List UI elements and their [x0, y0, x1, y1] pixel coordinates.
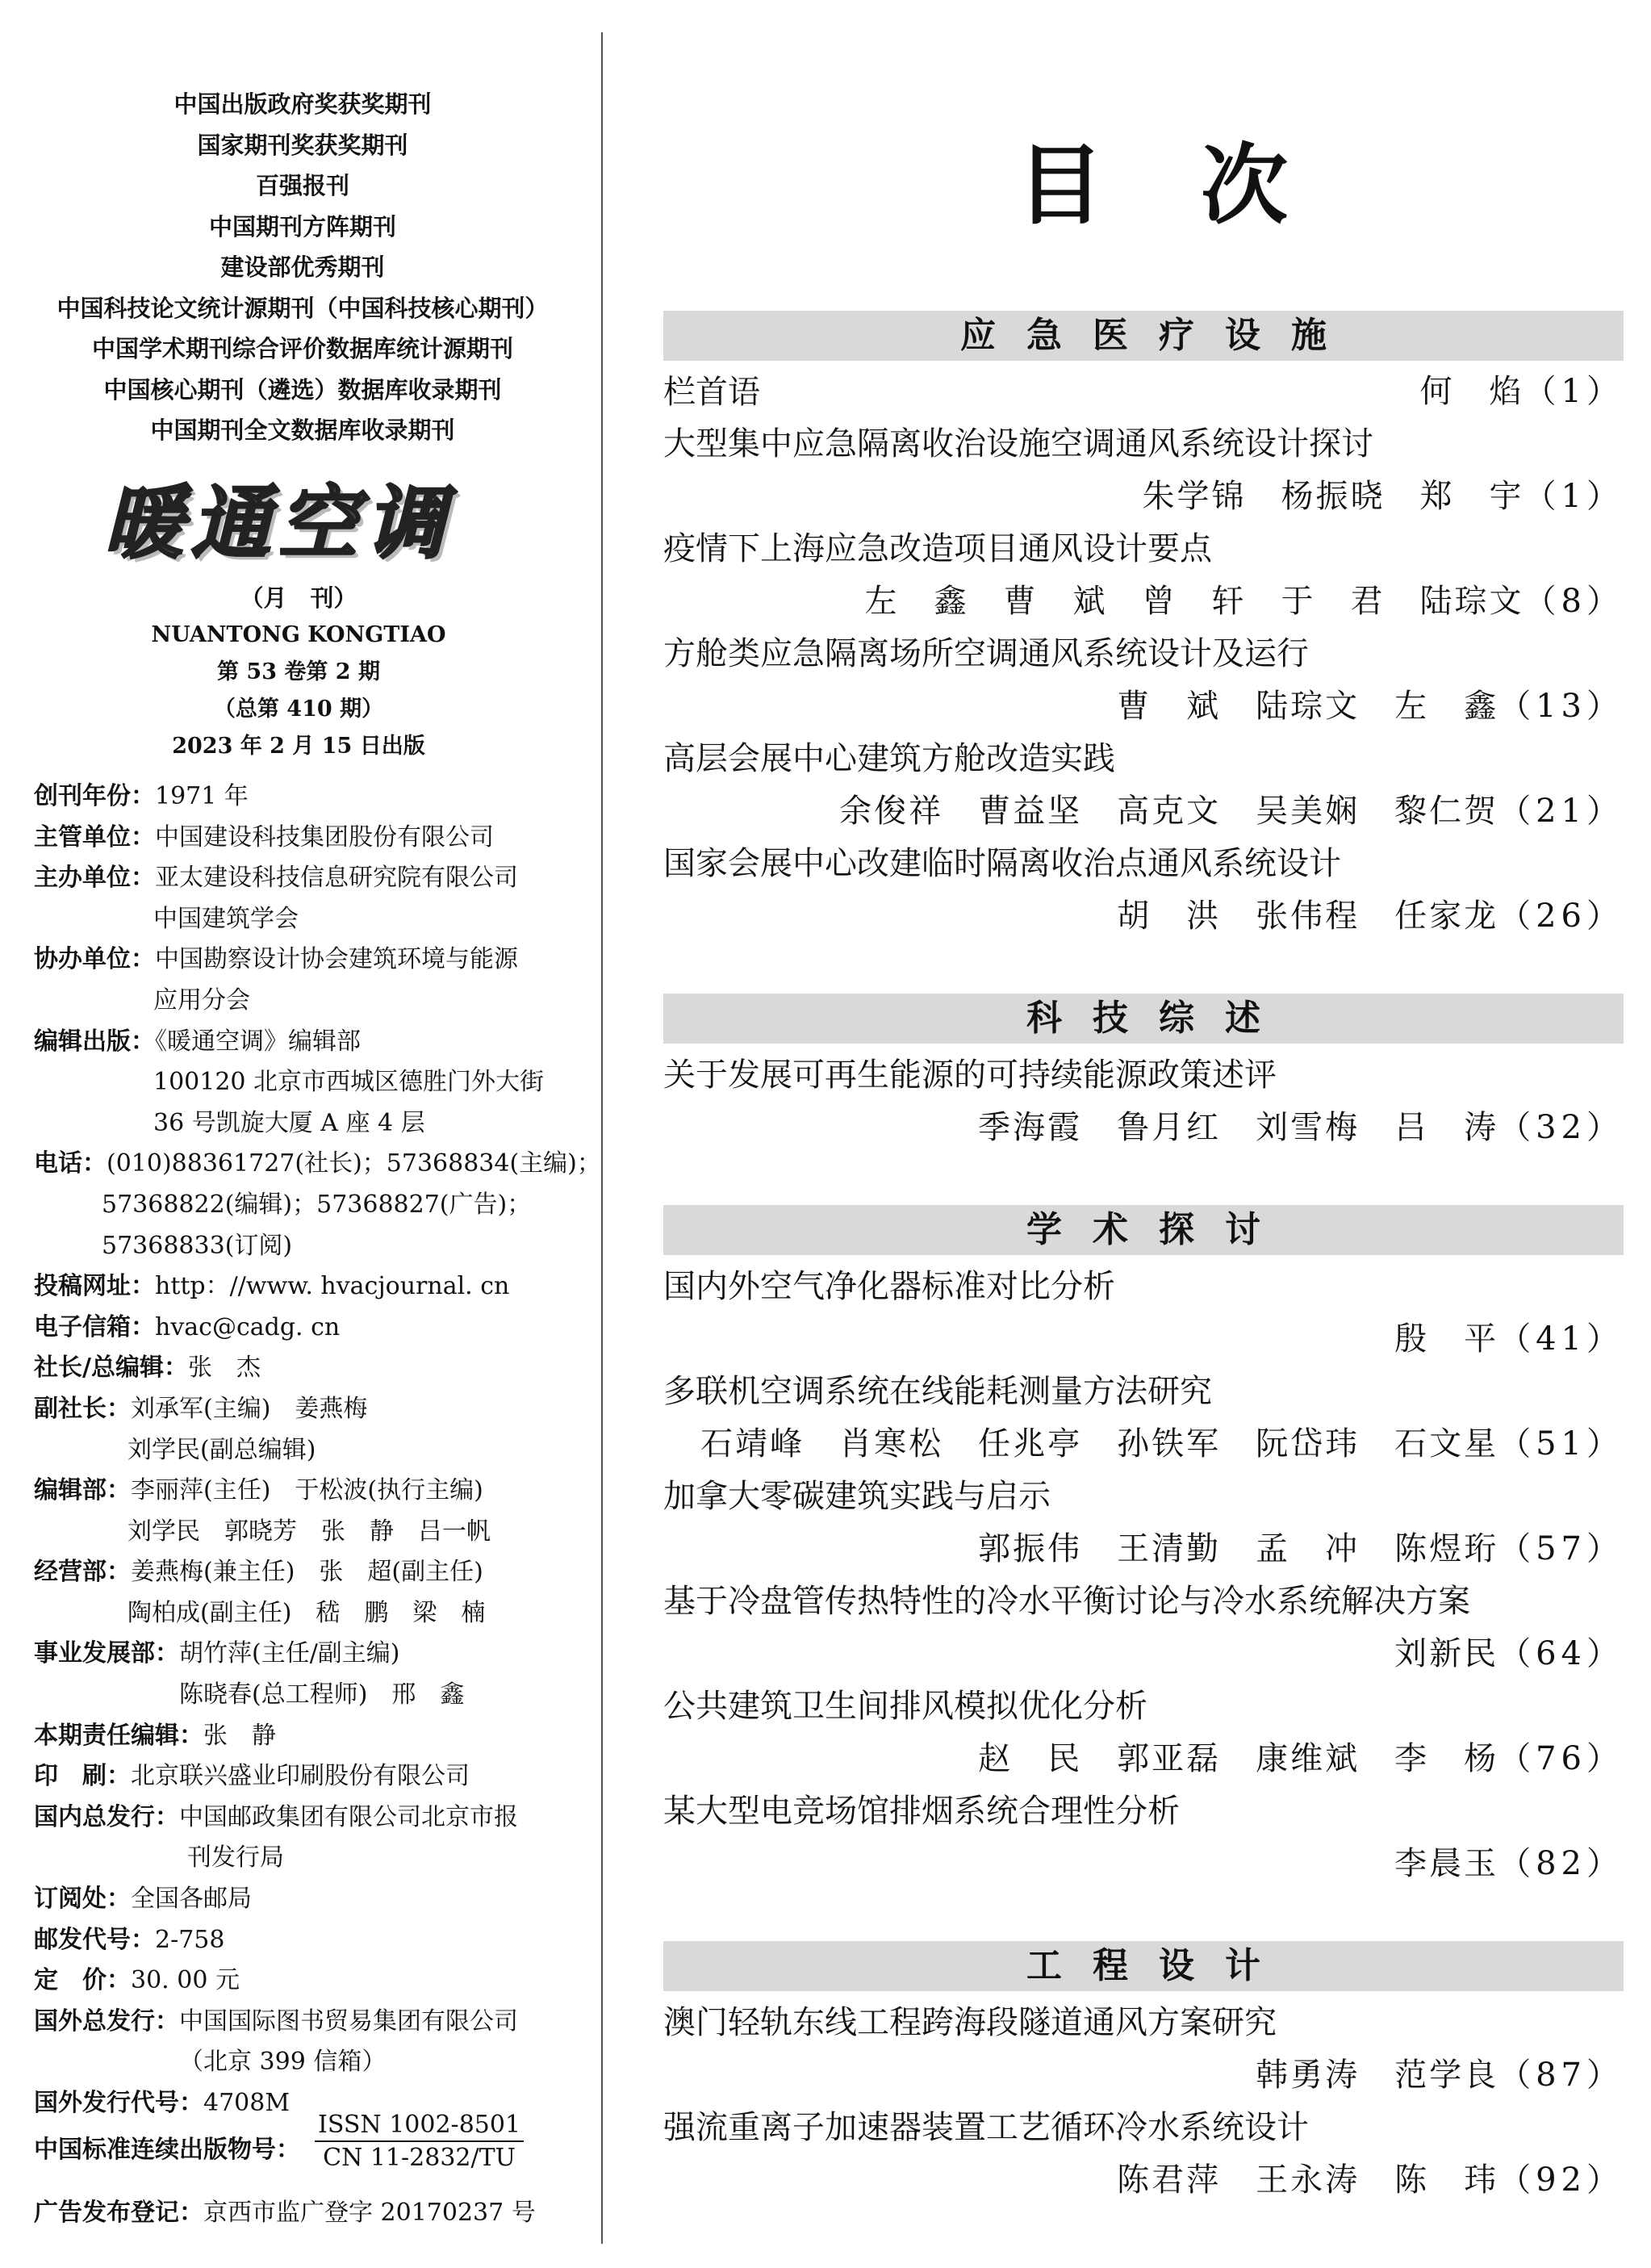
- award-line: 中国核心期刊（遴选）数据库收录期刊: [103, 375, 502, 404]
- info-value: 57368833(订阅): [102, 1231, 293, 1260]
- award-line: 中国期刊全文数据库收录期刊: [150, 416, 455, 444]
- info-row-printer: [34, 1756, 591, 1797]
- info-value: 李丽萍(主任) 于松波(执行主编): [131, 1476, 483, 1505]
- info-label: 创刊年份：: [34, 782, 155, 810]
- article-byline: [663, 2154, 1624, 2206]
- info-row-phone: [34, 1144, 601, 1185]
- award-line: 建设部优秀期刊: [220, 253, 385, 281]
- info-row-continuation: [34, 1838, 591, 1879]
- article-byline: [663, 471, 1624, 522]
- article-byline: [663, 890, 1624, 942]
- info-row-business-dept: [34, 1552, 591, 1593]
- section-gap: [663, 1889, 1624, 1941]
- article-page: （87）: [1498, 2057, 1624, 2094]
- volume-issue: 第 53 卷第 2 期: [217, 659, 380, 684]
- info-value: 中国建设科技集团股份有限公司: [155, 822, 494, 852]
- article-page: （8）: [1524, 583, 1624, 620]
- article-page: （1）: [1524, 478, 1624, 515]
- journal-logo-text: 暖通空调: [103, 478, 453, 570]
- info-row-email: [34, 1308, 591, 1349]
- info-label: 主管单位：: [34, 822, 155, 852]
- info-value: 北京联兴盛业印刷股份有限公司: [131, 1762, 470, 1791]
- article-page: （26）: [1498, 898, 1624, 935]
- award-line: 百强报刊: [255, 172, 349, 199]
- award-line: 中国出版政府奖获奖期刊: [173, 90, 432, 118]
- toc-entry[interactable]: [663, 1470, 1624, 1575]
- article-byline: [663, 575, 1624, 627]
- info-value: 亚太建设科技信息研究院有限公司: [155, 864, 518, 893]
- info-value: （北京 399 信箱）: [179, 2048, 387, 2077]
- article-byline: [663, 1733, 1624, 1785]
- info-label: 社长/总编辑：: [34, 1354, 188, 1383]
- info-row-continuation: [34, 1185, 591, 1226]
- info-row-editor-publisher: [34, 1022, 591, 1063]
- section-gap: [663, 1153, 1624, 1205]
- article-authors: 韩勇涛 范学良: [1256, 2057, 1499, 2094]
- info-label: 主办单位：: [34, 864, 155, 893]
- toc-entry[interactable]: [663, 366, 1624, 417]
- info-label: 事业发展部：: [34, 1639, 179, 1668]
- toc-entry[interactable]: [663, 1575, 1624, 1680]
- article-authors: 朱学锦 杨振晓 郑 宇: [1142, 478, 1524, 515]
- info-row-continuation: [34, 1512, 591, 1553]
- info-value: 1971 年: [155, 782, 249, 810]
- journal-pinyin: NUANTONG KONGTIAO: [151, 622, 446, 647]
- article-page: （51）: [1498, 1425, 1624, 1462]
- info-row-vice-president: [34, 1389, 591, 1430]
- info-value: 刘承军(主编) 姜燕梅: [131, 1394, 368, 1423]
- award-line: 中国科技论文统计源期刊（中国科技核心期刊）: [56, 294, 549, 322]
- cn-number: CN 11-2832/TU: [323, 2144, 516, 2172]
- article-title[interactable]: 公共建筑卫生间排风模拟优化分析: [663, 1688, 1147, 1725]
- frequency: （月 刊）: [240, 584, 357, 612]
- info-label: 订阅处：: [34, 1885, 131, 1914]
- info-row-founded: [34, 776, 591, 818]
- issn-number: ISSN 1002-8501: [315, 2110, 524, 2142]
- info-label: 编辑出版：: [34, 1027, 155, 1056]
- publication-date: 2023 年 2 月 15 日出版: [172, 734, 425, 759]
- toc-entry[interactable]: [663, 627, 1624, 732]
- article-byline: [1420, 366, 1624, 417]
- article-byline: [663, 1418, 1624, 1470]
- toc-entry[interactable]: [663, 1680, 1624, 1785]
- info-row-domestic-distributor: [34, 1797, 591, 1839]
- info-label: 国外总发行：: [34, 2006, 179, 2036]
- info-label: 定 价：: [34, 1966, 131, 1995]
- info-row-continuation: [34, 1226, 591, 1267]
- info-row-issue-editor: [34, 1716, 591, 1757]
- info-row-postal-code: [34, 1920, 591, 1961]
- info-value: 4708M: [203, 2089, 290, 2117]
- article-page: （1）: [1524, 373, 1624, 410]
- toc-entry[interactable]: [663, 417, 1624, 522]
- article-title[interactable]: 高层会展中心建筑方舱改造实践: [663, 740, 1115, 777]
- article-byline: [663, 1838, 1624, 1889]
- article-authors: 赵 民 郭亚磊 康维斌 李 杨: [978, 1740, 1499, 1777]
- article-title[interactable]: 基于冷盘管传热特性的冷水平衡讨论与冷水系统解决方案: [663, 1583, 1470, 1620]
- column-divider: [601, 32, 603, 2244]
- article-title-row: [663, 366, 1624, 417]
- article-authors: 何 焰: [1419, 373, 1524, 410]
- article-title[interactable]: 方舱类应急隔离场所空调通风系统设计及运行: [663, 635, 1309, 672]
- toc-section: [663, 1205, 1624, 1889]
- toc-entry[interactable]: [663, 1260, 1624, 1365]
- table-of-contents: [663, 311, 1624, 2206]
- info-label: 电话：: [34, 1149, 107, 1178]
- info-value: 刊发行局: [187, 1843, 284, 1873]
- info-label: 国外发行代号：: [34, 2089, 203, 2117]
- info-row-continuation: [34, 1430, 591, 1471]
- website-link[interactable]: http：//www. hvacjournal. cn: [155, 1272, 510, 1301]
- info-value: 胡竹萍(主任/副主编): [179, 1639, 400, 1668]
- info-value: 陈晓春(总工程师) 邢 鑫: [179, 1680, 465, 1709]
- info-value: 京西市监广登字 20170237 号: [203, 2199, 536, 2227]
- article-authors: 刘新民: [1394, 1635, 1499, 1672]
- publication-info: [0, 580, 597, 765]
- info-value: 100120 北京市西城区德胜门外大街: [153, 1068, 545, 1097]
- info-value: 中国勘察设计协会建筑环境与能源: [155, 945, 518, 974]
- info-row-continuation: [34, 981, 591, 1022]
- article-page: （13）: [1498, 688, 1624, 725]
- info-value: 姜燕梅(兼主任) 张 超(副主任): [131, 1558, 483, 1587]
- issn-cn-fraction: [315, 2110, 524, 2174]
- info-value: 刘学民 郭晓芳 张 静 吕一帆: [127, 1517, 491, 1546]
- info-row-continuation: [34, 2042, 591, 2083]
- info-label: 中国标准连续出版物号：: [34, 2136, 300, 2164]
- article-authors: 左 鑫 曹 斌 曾 轩 于 君 陆琮文: [864, 583, 1524, 620]
- article-title[interactable]: 国家会展中心改建临时隔离收治点通风系统设计: [663, 845, 1341, 882]
- article-title[interactable]: 澳门轻轨东线工程跨海段隧道通风方案研究: [663, 2004, 1277, 2041]
- info-value: 36 号凯旋大厦 A 座 4 层: [153, 1108, 425, 1137]
- article-byline: [663, 680, 1624, 732]
- info-label: 投稿网址：: [34, 1272, 155, 1301]
- article-page: （82）: [1498, 1845, 1624, 1882]
- info-value: 全国各邮局: [131, 1885, 252, 1914]
- article-authors: 郭振伟 王清勤 孟 冲 陈煜珩: [978, 1530, 1499, 1567]
- article-authors: 李晨玉: [1394, 1845, 1499, 1882]
- info-row-president: [34, 1348, 591, 1389]
- info-row-sponsor: [34, 858, 591, 899]
- info-label: 国内总发行：: [34, 1802, 179, 1831]
- toc-entry[interactable]: [663, 1996, 1624, 2101]
- article-page: （41）: [1498, 1320, 1624, 1358]
- article-authors: 曹 斌 陆琮文 左 鑫: [1117, 688, 1499, 725]
- info-value: 30. 00 元: [131, 1966, 240, 1995]
- info-value: 2-758: [155, 1925, 225, 1954]
- article-title[interactable]: 多联机空调系统在线能耗测量方法研究: [663, 1373, 1212, 1410]
- info-row-continuation: [34, 1062, 591, 1103]
- total-issue: （总第 410 期）: [213, 697, 384, 722]
- masthead-column: [0, 0, 601, 2268]
- toc-entry[interactable]: [663, 837, 1624, 942]
- section-heading: 科技综述: [663, 994, 1624, 1044]
- article-byline: [663, 1628, 1624, 1680]
- article-authors: 陈君萍 王永涛 陈 玮: [1117, 2161, 1499, 2199]
- article-byline: [663, 785, 1624, 837]
- info-value: 刘学民(副总编辑): [127, 1435, 316, 1464]
- article-title[interactable]: 疫情下上海应急改造项目通风设计要点: [663, 530, 1212, 567]
- info-label: 邮发代号：: [34, 1925, 155, 1954]
- info-value: 中国建筑学会: [153, 904, 299, 933]
- info-row-editorial-dept: [34, 1471, 591, 1512]
- info-label: 印 刷：: [34, 1762, 131, 1791]
- article-authors: 殷 平: [1394, 1320, 1499, 1358]
- article-title[interactable]: 关于发展可再生能源的可持续能源政策述评: [663, 1057, 1277, 1094]
- section-heading: 工程设计: [663, 1941, 1624, 1991]
- info-row-continuation: [34, 899, 591, 940]
- section-gap: [663, 942, 1624, 994]
- article-byline: [663, 1102, 1624, 1153]
- toc-entry[interactable]: [663, 1785, 1624, 1889]
- info-label: 编辑部：: [34, 1476, 131, 1505]
- info-row-continuation: [34, 1103, 591, 1144]
- article-byline: [663, 1313, 1624, 1365]
- info-label: 电子信箱：: [34, 1312, 155, 1341]
- article-title[interactable]: 强流重离子加速器装置工艺循环冷水系统设计: [663, 2109, 1309, 2146]
- article-page: （76）: [1498, 1740, 1624, 1777]
- page-title: 目次: [1017, 135, 1386, 236]
- info-row-ad-registration: [34, 2193, 536, 2233]
- article-page: （64）: [1498, 1635, 1624, 1672]
- info-row-subscription: [34, 1879, 591, 1920]
- toc-entry[interactable]: [663, 732, 1624, 837]
- article-byline: [663, 1523, 1624, 1575]
- info-label: 副社长：: [34, 1394, 131, 1423]
- info-row-website: [34, 1266, 591, 1308]
- toc-entry[interactable]: [663, 2101, 1624, 2206]
- section-heading: 应急医疗设施: [663, 311, 1624, 361]
- info-label: 广告发布登记：: [34, 2199, 203, 2227]
- toc-entry[interactable]: [663, 522, 1624, 627]
- info-value: 《暖通空调》编辑部: [155, 1027, 361, 1056]
- toc-section: [663, 311, 1624, 942]
- info-value: 57368822(编辑)；57368827(广告)；: [102, 1190, 532, 1219]
- toc-section: [663, 1941, 1624, 2206]
- article-byline: [663, 2049, 1624, 2101]
- toc-entry[interactable]: [663, 1365, 1624, 1470]
- journal-logo: [0, 460, 597, 574]
- imprint-info: [34, 776, 601, 2124]
- article-page: （21）: [1498, 793, 1624, 830]
- award-line: 国家期刊奖获奖期刊: [197, 131, 408, 159]
- article-authors: 季海霞 鲁月红 刘雪梅 吕 涛: [978, 1109, 1499, 1146]
- email-link[interactable]: hvac@cadg. cn: [155, 1312, 341, 1341]
- info-row-price: [34, 1960, 591, 2002]
- article-title[interactable]: 国内外空气净化器标准对比分析: [663, 1268, 1115, 1305]
- info-value: 陶柏成(副主任) 嵇 鹏 梁 楠: [127, 1598, 486, 1627]
- article-page: （32）: [1498, 1109, 1624, 1146]
- article-title[interactable]: 栏首语: [663, 374, 760, 411]
- info-row-supervisor: [34, 818, 591, 859]
- info-value: (010)88361727(社长)；57368834(主编)；: [107, 1149, 601, 1178]
- info-value: 中国邮政集团有限公司北京市报: [179, 1802, 518, 1831]
- info-label: 经营部：: [34, 1558, 131, 1587]
- info-row-development-dept: [34, 1634, 591, 1675]
- info-row-continuation: [34, 1593, 591, 1634]
- info-label: 协办单位：: [34, 945, 155, 974]
- article-authors: 胡 洪 张伟程 任家龙: [1117, 898, 1499, 935]
- section-heading: 学术探讨: [663, 1205, 1624, 1255]
- article-title[interactable]: 大型集中应急隔离收治设施空调通风系统设计探讨: [663, 425, 1373, 462]
- info-value: 张 静: [203, 1721, 276, 1750]
- awards-list: [16, 84, 589, 451]
- info-row-continuation: [34, 1675, 591, 1716]
- article-authors: 石靖峰 肖寒松 任兆亭 孙铁军 阮岱玮 石文星: [700, 1425, 1499, 1462]
- info-label: 本期责任编辑：: [34, 1721, 203, 1750]
- article-title[interactable]: 某大型电竞场馆排烟系统合理性分析: [663, 1793, 1180, 1830]
- toc-section: [663, 994, 1624, 1153]
- toc-entry[interactable]: [663, 1048, 1624, 1153]
- award-line: 中国期刊方阵期刊: [208, 212, 396, 241]
- award-line: 中国学术期刊综合评价数据库统计源期刊: [91, 335, 513, 362]
- info-row-co-sponsor: [34, 939, 591, 981]
- article-title[interactable]: 加拿大零碳建筑实践与启示: [663, 1478, 1051, 1515]
- article-page: （57）: [1498, 1530, 1624, 1567]
- info-value: 张 杰: [187, 1354, 261, 1383]
- info-value: 应用分会: [153, 985, 250, 1015]
- article-authors: 余俊祥 曹益坚 高克文 吴美娴 黎仁贺: [839, 793, 1499, 830]
- info-value: 中国国际图书贸易集团有限公司: [179, 2006, 518, 2036]
- info-row-foreign-distributor: [34, 2002, 591, 2043]
- article-page: （92）: [1498, 2161, 1624, 2199]
